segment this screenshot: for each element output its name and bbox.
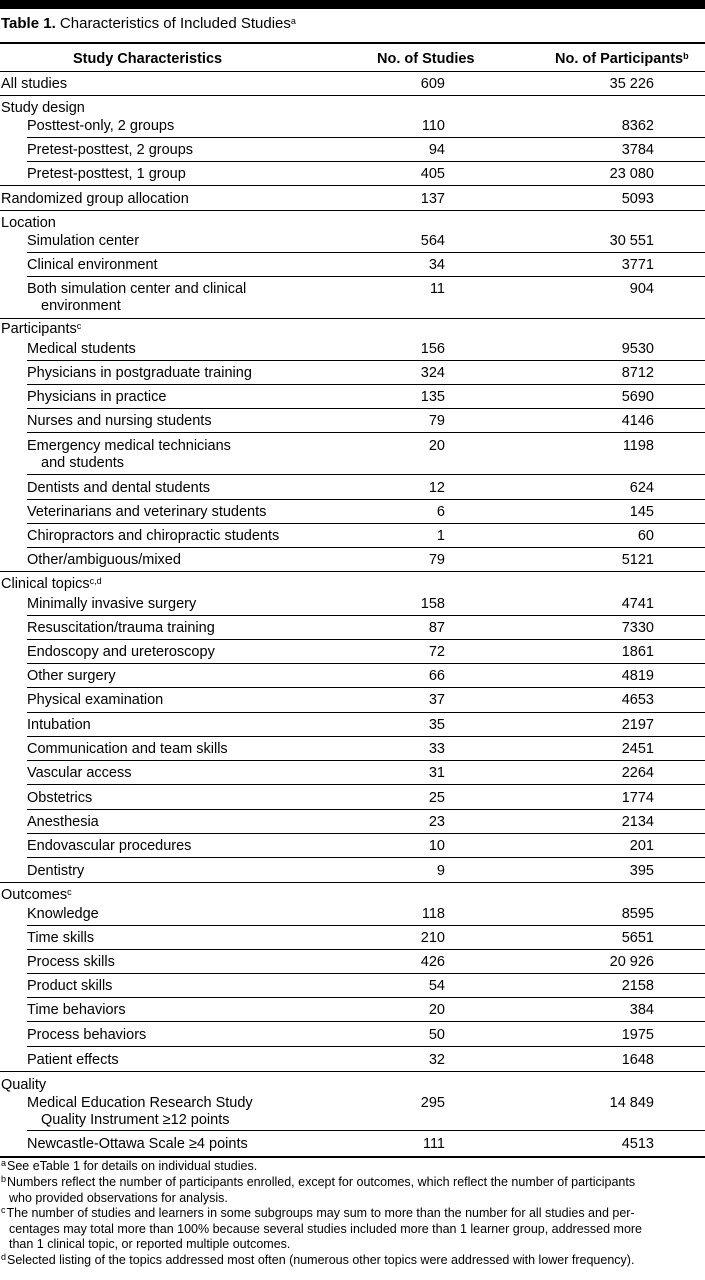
row-label — [27, 389, 166, 406]
cell-participants: 8712 — [621, 365, 654, 381]
row-divider — [27, 547, 705, 548]
row-label-text: Obstetrics — [27, 790, 93, 806]
row-label — [27, 790, 92, 807]
cell-studies: 295 — [420, 1095, 445, 1111]
row-label — [1, 887, 72, 904]
group-divider — [0, 185, 705, 186]
row-label-text: Chiropractors and chiropractic students — [27, 528, 280, 544]
row-divider — [27, 997, 705, 998]
cell-participants: 201 — [629, 838, 654, 854]
row-label-text: Simulation center — [27, 233, 140, 249]
cell-studies: 324 — [420, 365, 445, 381]
row-label-text: Resuscitation/trauma training — [27, 620, 215, 636]
row-label — [27, 814, 99, 831]
row-label — [27, 166, 186, 183]
row-label — [27, 765, 132, 782]
cell-studies: 137 — [420, 191, 445, 207]
participants-header-text: No. of Participants — [555, 51, 684, 67]
column-header-participants — [555, 51, 689, 67]
cell-studies: 54 — [428, 978, 445, 994]
cell-participants: 5093 — [621, 191, 654, 207]
cell-studies: 158 — [420, 596, 445, 612]
cell-participants: 4146 — [621, 413, 654, 429]
row-divider — [27, 973, 705, 974]
cell-studies: 20 — [428, 1002, 445, 1018]
group-divider — [0, 571, 705, 572]
row-label — [27, 1002, 126, 1019]
row-label — [27, 257, 158, 274]
row-label-text: Other surgery — [27, 668, 116, 684]
cell-participants: 395 — [629, 863, 654, 879]
row-label — [27, 692, 163, 709]
row-label — [27, 413, 212, 430]
cell-studies: 32 — [428, 1052, 445, 1068]
row-divider — [27, 615, 705, 616]
cell-participants: 4513 — [621, 1136, 654, 1152]
cell-participants: 1648 — [621, 1052, 654, 1068]
row-divider — [27, 833, 705, 834]
footnote-b — [1, 1175, 703, 1206]
table-bottom-rule — [0, 1156, 705, 1158]
row-label-continuation: Quality Instrument ≥12 points — [41, 1112, 230, 1128]
row-label-text: Dentists and dental students — [27, 480, 210, 496]
footnote-mark: a — [1, 1158, 7, 1168]
row-label-text: Dentistry — [27, 863, 85, 879]
cell-studies: 9 — [436, 863, 445, 879]
row-label-text: Product skills — [27, 978, 113, 994]
footnote-mark: c — [1, 1205, 6, 1215]
row-label-text: Randomized group allocation — [1, 191, 189, 207]
row-label-text: Location — [1, 215, 56, 231]
cell-participants: 20 926 — [609, 954, 654, 970]
row-divider — [27, 663, 705, 664]
cell-studies: 37 — [428, 692, 445, 708]
row-label-text: Posttest-only, 2 groups — [27, 118, 175, 134]
cell-studies: 20 — [428, 438, 445, 454]
row-label-text: Knowledge — [27, 906, 99, 922]
cell-studies: 12 — [428, 480, 445, 496]
row-label — [27, 281, 246, 315]
row-label-text: Time behaviors — [27, 1002, 126, 1018]
row-label — [27, 741, 228, 758]
cell-participants: 145 — [629, 504, 654, 520]
row-label — [27, 142, 193, 159]
row-label-text: Process behaviors — [27, 1027, 147, 1043]
row-divider — [27, 276, 705, 277]
row-divider — [27, 1046, 705, 1047]
row-label — [27, 906, 99, 923]
row-label — [1, 321, 81, 338]
table-number: Table 1. — [1, 15, 56, 32]
footnote-text: See eTable 1 for details on individual studies. — [7, 1159, 258, 1173]
row-divider — [27, 408, 705, 409]
cell-studies: 72 — [428, 644, 445, 660]
row-label — [27, 1027, 146, 1044]
row-label-text: Endoscopy and ureteroscopy — [27, 644, 215, 660]
row-label — [27, 644, 215, 661]
row-label — [27, 668, 116, 685]
row-label — [27, 1095, 253, 1129]
row-label — [1, 76, 67, 93]
cell-participants: 4819 — [621, 668, 654, 684]
cell-studies: 34 — [428, 257, 445, 273]
row-label-text: Other/ambiguous/mixed — [27, 552, 181, 568]
cell-studies: 23 — [428, 814, 445, 830]
cell-studies: 25 — [428, 790, 445, 806]
row-label — [27, 118, 174, 135]
group-divider — [0, 318, 705, 319]
cell-participants: 624 — [629, 480, 654, 496]
row-divider — [27, 1021, 705, 1022]
footnote-text: Numbers reflect the number of participants enrolled, except for outcomes, which reflect the number of participants — [7, 1175, 636, 1189]
row-label-text: Clinical environment — [27, 257, 158, 273]
row-divider — [27, 384, 705, 385]
table-title: Characteristics of Included Studies — [59, 15, 291, 32]
row-label-text: Intubation — [27, 717, 91, 733]
participants-header-footnote-mark: b — [683, 51, 689, 61]
cell-participants: 1975 — [621, 1027, 654, 1043]
cell-participants: 4653 — [621, 692, 654, 708]
row-divider — [27, 809, 705, 810]
row-label — [27, 930, 94, 947]
row-label-text: Medical students — [27, 341, 136, 357]
row-divider — [27, 474, 705, 475]
row-label-text: Both simulation center and clinical — [27, 281, 247, 297]
row-label-text: Physicians in postgraduate training — [27, 365, 252, 381]
row-divider — [27, 432, 705, 433]
row-label — [27, 504, 266, 521]
row-label-text: Outcomes — [1, 887, 68, 903]
cell-participants: 7330 — [621, 620, 654, 636]
cell-participants: 2264 — [621, 765, 654, 781]
footnote-text-continuation: who provided observations for analysis. — [9, 1191, 228, 1205]
row-footnote-mark: c,d — [89, 576, 102, 586]
group-divider — [0, 95, 705, 96]
cell-studies: 31 — [428, 765, 445, 781]
cell-studies: 1 — [436, 528, 445, 544]
cell-participants: 5651 — [621, 930, 654, 946]
cell-participants: 3771 — [621, 257, 654, 273]
row-label-text: Time skills — [27, 930, 95, 946]
row-divider — [27, 925, 705, 926]
footnote-text: The number of studies and learners in some subgroups may sum to more than the number for all studies and per- — [6, 1206, 635, 1220]
cell-studies: 118 — [421, 906, 445, 922]
cell-studies: 111 — [422, 1136, 445, 1152]
cell-studies: 156 — [420, 341, 445, 357]
footnote-text: Selected listing of the topics addressed most often (numerous other topics were addressed with lower frequency). — [7, 1253, 635, 1267]
cell-studies: 11 — [429, 281, 445, 297]
cell-studies: 6 — [436, 504, 445, 520]
row-label — [1, 191, 189, 208]
row-footnote-mark: c — [67, 887, 72, 897]
group-divider — [0, 210, 705, 211]
row-label — [27, 341, 136, 358]
cell-studies: 33 — [428, 741, 445, 757]
row-divider — [27, 857, 705, 858]
row-label-text: Newcastle-Ottawa Scale ≥4 points — [27, 1136, 248, 1152]
footnote-mark: b — [1, 1174, 7, 1184]
cell-participants: 35 226 — [609, 76, 654, 92]
row-label-text: Physical examination — [27, 692, 164, 708]
row-label — [27, 552, 181, 569]
cell-participants: 30 551 — [609, 233, 654, 249]
header-top-rule — [0, 42, 705, 44]
row-divider — [27, 736, 705, 737]
cell-participants: 384 — [629, 1002, 654, 1018]
cell-participants: 1861 — [621, 644, 654, 660]
row-label-text: Nurses and nursing students — [27, 413, 212, 429]
cell-participants: 2197 — [621, 717, 654, 733]
row-label-continuation: and students — [41, 455, 125, 471]
cell-participants: 904 — [629, 281, 654, 297]
row-label-text: Process skills — [27, 954, 115, 970]
cell-participants: 2158 — [621, 978, 654, 994]
cell-studies: 87 — [428, 620, 445, 636]
row-label — [27, 596, 196, 613]
row-divider — [27, 252, 705, 253]
row-label-text: Anesthesia — [27, 814, 99, 830]
cell-participants: 2134 — [621, 814, 654, 830]
column-header-characteristics: Study Characteristics — [73, 51, 223, 67]
row-label — [27, 1136, 248, 1153]
footnote-text-continuation: centages may total more than 100% because several studies included more than 1 learner group, addressed more — [9, 1222, 643, 1236]
footnote-d — [1, 1253, 703, 1269]
row-label — [27, 838, 191, 855]
cell-studies: 94 — [428, 142, 445, 158]
group-divider — [0, 1071, 705, 1072]
footnote-a — [1, 1159, 703, 1175]
row-divider — [27, 523, 705, 524]
row-divider — [27, 499, 705, 500]
row-label — [27, 863, 84, 880]
row-label-text: Emergency medical technicians — [27, 438, 231, 454]
row-footnote-mark: c — [76, 321, 82, 331]
row-divider — [27, 784, 705, 785]
row-label — [1, 215, 56, 232]
cell-participants: 60 — [637, 528, 654, 544]
row-label-text: Pretest-posttest, 2 groups — [27, 142, 194, 158]
row-label-text: Vascular access — [27, 765, 132, 781]
row-label-continuation: environment — [41, 298, 121, 314]
row-label-text: Veterinarians and veterinary students — [27, 504, 267, 520]
row-divider — [27, 760, 705, 761]
cell-participants: 5690 — [621, 389, 654, 405]
row-label-text: Study design — [1, 100, 85, 116]
row-label — [27, 528, 279, 545]
row-label-text: Quality — [1, 1077, 47, 1093]
cell-studies: 79 — [428, 552, 445, 568]
row-divider — [27, 639, 705, 640]
row-label — [27, 365, 252, 382]
footnote-mark: d — [1, 1252, 7, 1262]
row-label — [27, 480, 210, 497]
row-divider — [27, 137, 705, 138]
row-label-text: Physicians in practice — [27, 389, 167, 405]
cell-studies: 50 — [428, 1027, 445, 1043]
cell-studies: 210 — [420, 930, 445, 946]
column-header-studies: No. of Studies — [377, 51, 475, 67]
cell-studies: 35 — [428, 717, 445, 733]
row-label — [27, 233, 139, 250]
row-label — [27, 620, 215, 637]
row-label-text: Medical Education Research Study — [27, 1095, 253, 1111]
cell-studies: 110 — [421, 118, 445, 134]
row-label — [27, 717, 91, 734]
cell-participants: 14 849 — [609, 1095, 654, 1111]
row-label-text: Clinical topics — [1, 576, 90, 592]
cell-participants: 8595 — [621, 906, 654, 922]
cell-participants: 4741 — [621, 596, 654, 612]
row-label-text: Minimally invasive surgery — [27, 596, 197, 612]
cell-participants: 8362 — [621, 118, 654, 134]
cell-participants: 23 080 — [609, 166, 654, 182]
cell-studies: 10 — [428, 838, 445, 854]
footnote-text-continuation: than 1 clinical topic, or reported multiple outcomes. — [9, 1237, 291, 1251]
row-label — [27, 1052, 119, 1069]
cell-participants: 2451 — [621, 741, 654, 757]
row-label-text: Communication and team skills — [27, 741, 228, 757]
row-divider — [27, 687, 705, 688]
row-divider — [27, 712, 705, 713]
row-divider — [27, 161, 705, 162]
row-label — [1, 1077, 46, 1094]
cell-participants: 3784 — [621, 142, 654, 158]
cell-studies: 426 — [420, 954, 445, 970]
table-caption — [1, 14, 296, 34]
row-label-text: Patient effects — [27, 1052, 119, 1068]
footnote-c — [1, 1206, 703, 1252]
row-label-text: Pretest-posttest, 1 group — [27, 166, 186, 182]
cell-studies: 135 — [420, 389, 445, 405]
row-label — [27, 978, 112, 995]
cell-studies: 564 — [420, 233, 445, 249]
header-bottom-rule — [0, 71, 705, 72]
row-label-text: Participants — [1, 321, 77, 337]
top-rule — [0, 0, 705, 9]
cell-studies: 405 — [420, 166, 445, 182]
row-label-text: Endovascular procedures — [27, 838, 192, 854]
cell-participants: 9530 — [621, 341, 654, 357]
cell-studies: 79 — [428, 413, 445, 429]
group-divider — [0, 882, 705, 883]
cell-studies: 66 — [428, 668, 445, 684]
cell-participants: 1774 — [621, 790, 654, 806]
row-divider — [27, 1130, 705, 1131]
row-divider — [27, 360, 705, 361]
row-label — [27, 438, 231, 472]
cell-studies: 609 — [420, 76, 445, 92]
cell-participants: 1198 — [622, 438, 654, 454]
cell-participants: 5121 — [621, 552, 654, 568]
row-label — [27, 954, 115, 971]
caption-footnote-mark: a — [290, 16, 296, 26]
row-label-text: All studies — [1, 76, 68, 92]
row-label — [1, 576, 102, 593]
row-label — [1, 100, 85, 117]
row-divider — [27, 949, 705, 950]
